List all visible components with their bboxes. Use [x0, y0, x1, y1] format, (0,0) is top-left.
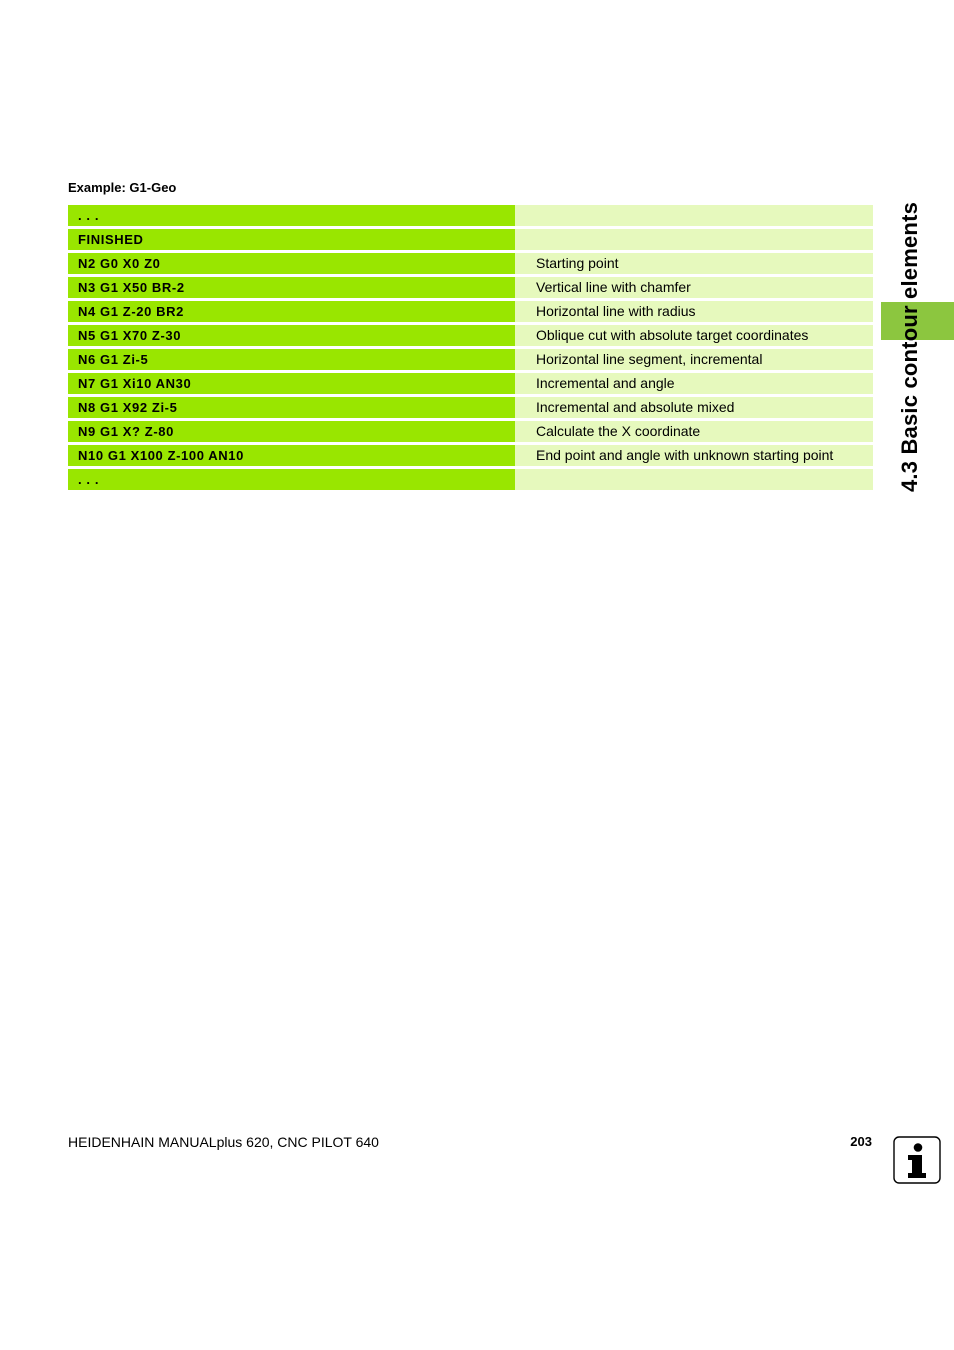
- code-cell: N2 G0 X0 Z0: [68, 253, 515, 274]
- description-cell: Vertical line with chamfer: [515, 277, 873, 298]
- code-cell: N9 G1 X? Z-80: [68, 421, 515, 442]
- description-cell: Incremental and angle: [515, 373, 873, 394]
- code-cell: . . .: [68, 205, 515, 226]
- description-cell: Incremental and absolute mixed: [515, 397, 873, 418]
- footer-manual-title: HEIDENHAIN MANUALplus 620, CNC PILOT 640: [68, 1134, 379, 1150]
- table-row: [68, 421, 873, 442]
- description-cell: [515, 469, 873, 490]
- table-row: [68, 301, 873, 322]
- table-row: [68, 229, 873, 250]
- table-row: [68, 277, 873, 298]
- code-table: [68, 205, 873, 493]
- example-title: Example: G1-Geo: [68, 180, 177, 195]
- table-row: [68, 205, 873, 226]
- description-cell: Calculate the X coordinate: [515, 421, 873, 442]
- code-cell: N10 G1 X100 Z-100 AN10: [68, 445, 515, 466]
- table-row: [68, 469, 873, 490]
- code-cell: . . .: [68, 469, 515, 490]
- description-cell: Oblique cut with absolute target coordinates: [515, 325, 873, 346]
- table-row: [68, 253, 873, 274]
- section-heading-vertical: 4.3 Basic contour elements: [897, 201, 922, 493]
- code-cell: N5 G1 X70 Z-30: [68, 325, 515, 346]
- code-cell: N7 G1 Xi10 AN30: [68, 373, 515, 394]
- description-cell: Horizontal line with radius: [515, 301, 873, 322]
- table-row: [68, 397, 873, 418]
- code-cell: N4 G1 Z-20 BR2: [68, 301, 515, 322]
- table-row: [68, 445, 873, 466]
- description-cell: [515, 205, 873, 226]
- description-cell: Starting point: [515, 253, 873, 274]
- table-row: [68, 373, 873, 394]
- table-row: [68, 349, 873, 370]
- code-cell: N6 G1 Zi-5: [68, 349, 515, 370]
- description-cell: Horizontal line segment, incremental: [515, 349, 873, 370]
- code-cell: FINISHED: [68, 229, 515, 250]
- page-number: 203: [850, 1134, 872, 1149]
- description-cell: End point and angle with unknown starting point: [515, 445, 873, 466]
- description-cell: [515, 229, 873, 250]
- table-row: [68, 325, 873, 346]
- info-icon: [893, 1136, 941, 1184]
- code-cell: N8 G1 X92 Zi-5: [68, 397, 515, 418]
- code-cell: N3 G1 X50 BR-2: [68, 277, 515, 298]
